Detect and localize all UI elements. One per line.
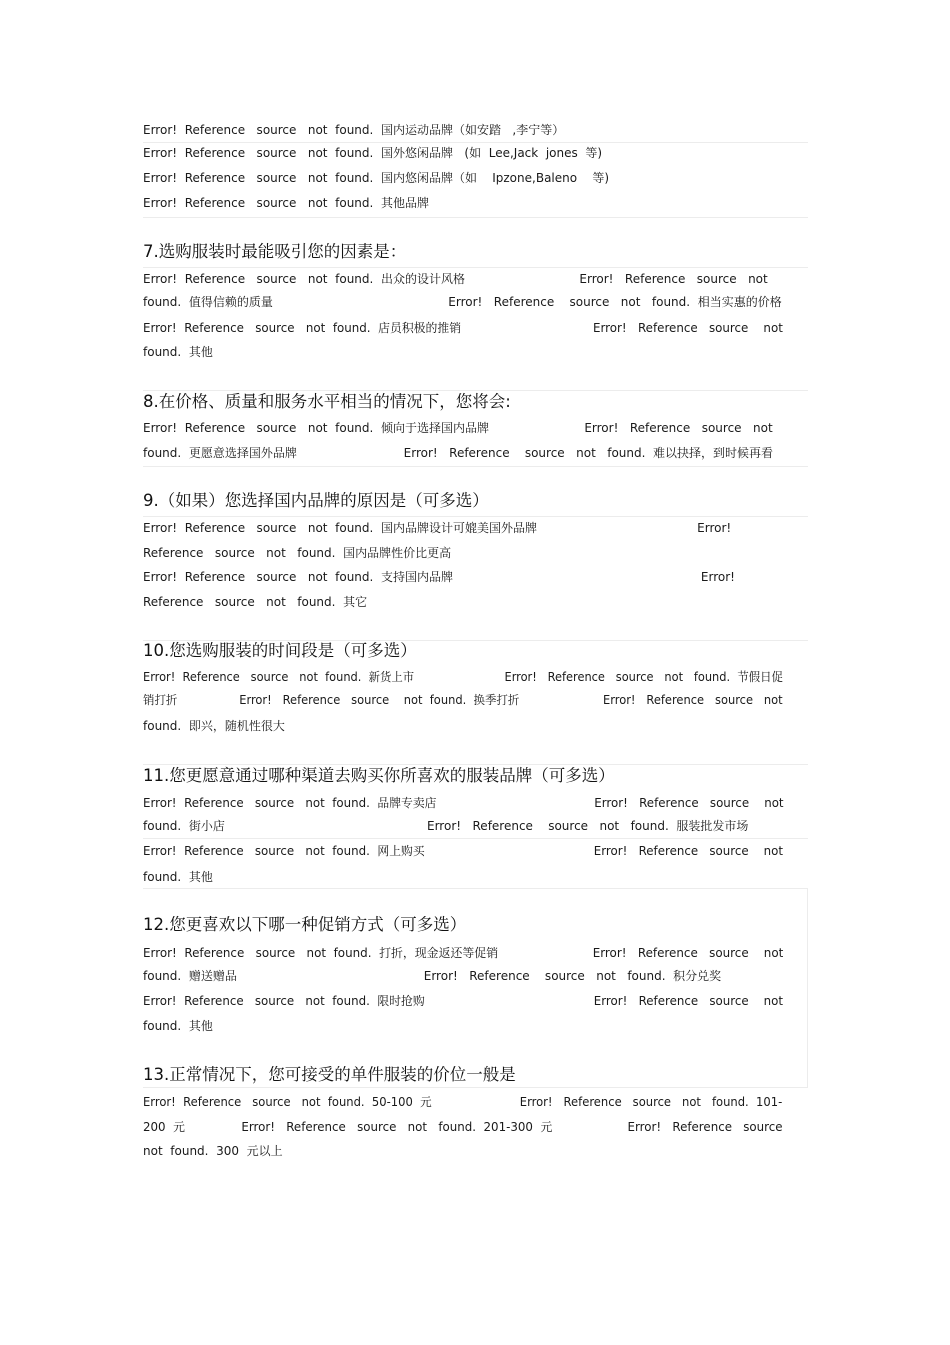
question-title: 8.在价格、质量和服务水平相当的情况下，您将会: (143, 392, 511, 411)
question-title: 11.您更愿意通过哪种渠道去购买你所喜欢的服装品牌（可多选） (143, 766, 615, 785)
option-line: found. 其他 (143, 345, 213, 359)
divider (143, 142, 808, 143)
option-line: found. 街小店 Error! Reference source not found. 服装批发市场 (143, 819, 749, 833)
option-line: Reference source not found. 其它 (143, 595, 368, 609)
divider (143, 1087, 808, 1088)
option-line: found. 更愿意选择国外品牌 Error! Reference source not found. 难以抉择，到时候再看 (143, 446, 774, 460)
divider (143, 217, 808, 218)
option-line: found. 值得信赖的质量 Error! Reference source not found. 相当实惠的价格 (143, 295, 782, 309)
option-line: found. 即兴，随机性很大 (143, 719, 285, 733)
option-line: Error! Reference source not found. 倾向于选择国内品牌 Error! Reference source not (143, 421, 773, 435)
option-line: Error! Reference source not found. 新货上市 Error! Reference source not found. 节假日促 (143, 670, 783, 684)
option-line: 200 元 Error! Reference source not found. 201-300 元 Error! Reference source (143, 1120, 783, 1134)
question-title: 12.您更喜欢以下哪一种促销方式（可多选） (143, 915, 467, 934)
divider (143, 267, 808, 268)
option-line: Error! Reference source not found. 支持国内品牌 Error! (143, 570, 735, 584)
question-title: 9.（如果）您选择国内品牌的原因是（可多选） (143, 491, 489, 510)
option-line: Error! Reference source not found. 品牌专卖店 Error! Reference source not (143, 796, 784, 810)
option-line: Reference source not found. 国内品牌性价比更高 (143, 546, 452, 560)
question-title: 10.您选购服装的时间段是（可多选） (143, 641, 417, 660)
option-line: Error! Reference source not found. 国内运动品牌（如安踏 ,李宁等） (143, 123, 565, 137)
option-line: Error! Reference source not found. 出众的设计风格 Error! Reference source not (143, 272, 768, 286)
option-line: Error! Reference source not found. 50-100 元 Error! Reference source not found. 101- (143, 1095, 783, 1109)
option-line: Error! Reference source not found. 网上购买 Error! Reference source not (143, 844, 784, 858)
question-title: 7.选购服装时最能吸引您的因素是： (143, 242, 407, 261)
divider (143, 888, 808, 889)
divider (143, 516, 808, 517)
option-line: Error! Reference source not found. 其他品牌 (143, 196, 429, 210)
divider (807, 888, 808, 1088)
question-title: 13.正常情况下，您可接受的单件服装的价位一般是 (143, 1065, 516, 1084)
divider (143, 466, 808, 467)
option-line: found. 其他 (143, 870, 213, 884)
option-line: Error! Reference source not found. 店员积极的推销 Error! Reference source not (143, 321, 783, 335)
option-line: Error! Reference source not found. 国内悠闲品牌（如 Ipzone,Baleno 等) (143, 171, 610, 185)
option-line: Error! Reference source not found. 打折，现金返还等促销 Error! Reference source not (143, 946, 784, 960)
option-line: found. 其他 (143, 1019, 213, 1033)
option-line: 销打折 Error! Reference source not found. 换季打折 Error! Reference source not (143, 693, 783, 707)
divider (143, 838, 808, 839)
option-line: Error! Reference source not found. 国内品牌设计可媲美国外品牌 Error! (143, 521, 732, 535)
option-line: not found. 300 元以上 (143, 1144, 283, 1158)
option-line: found. 赠送赠品 Error! Reference source not found. 积分兑奖 (143, 969, 722, 983)
option-line: Error! Reference source not found. 国外悠闲品牌 (如 Lee,Jack jones 等) (143, 146, 603, 160)
option-line: Error! Reference source not found. 限时抢购 Error! Reference source not (143, 994, 784, 1008)
